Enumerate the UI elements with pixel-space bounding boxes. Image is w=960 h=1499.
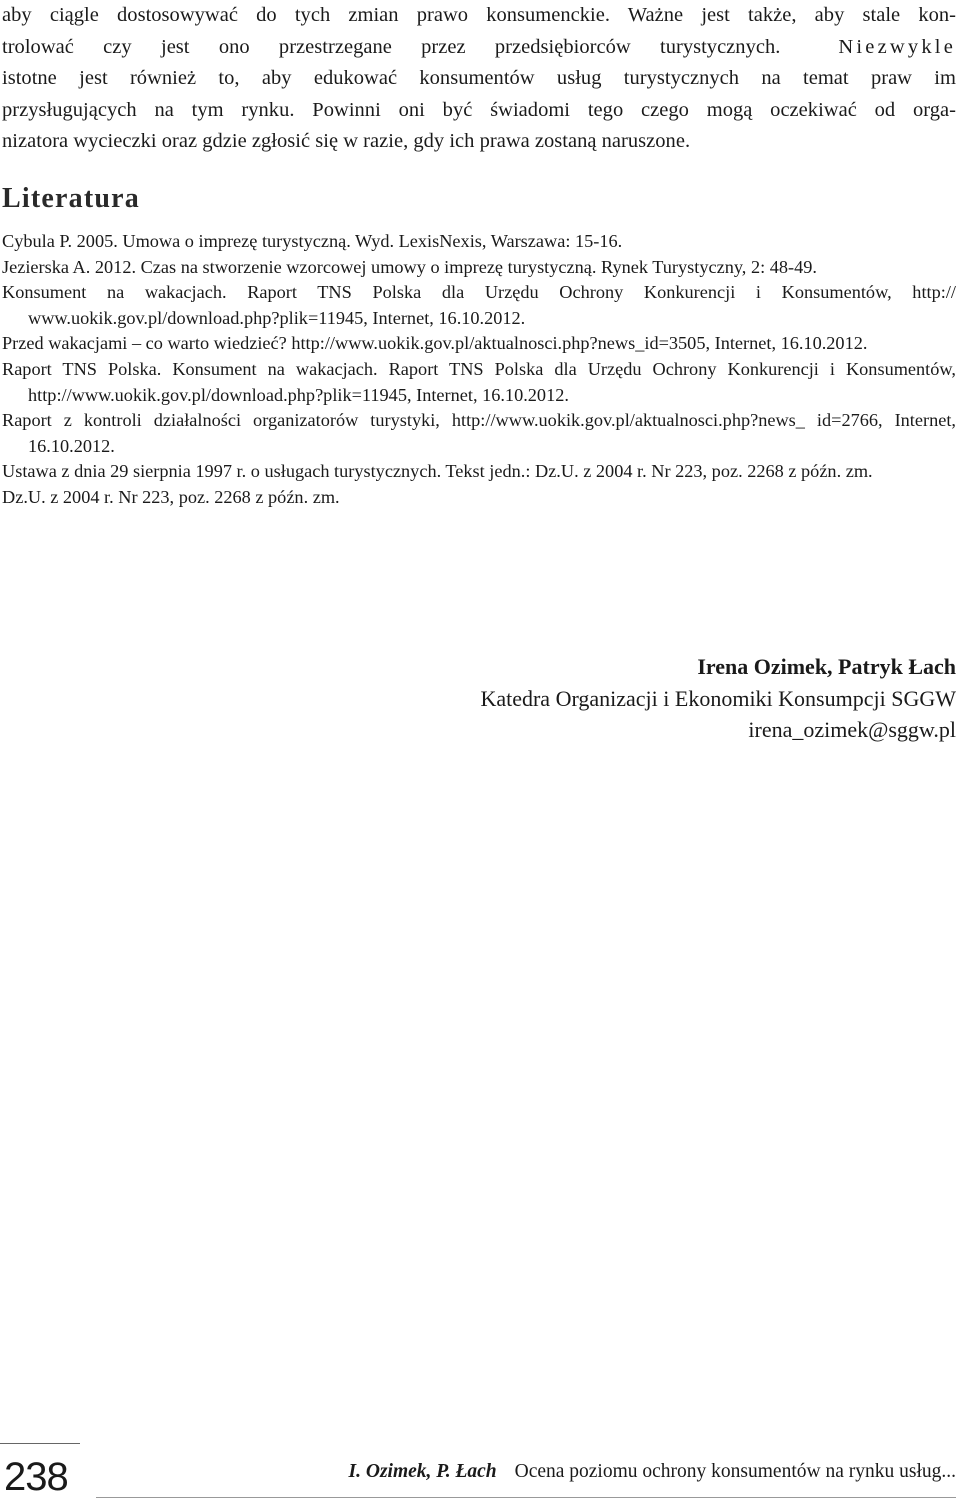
author-names: Irena Ozimek, Patryk Łach [697,654,956,679]
intro-line: nizatora wycieczki oraz gdzie zgłosić się w razie, gdy ich prawa zostaną naruszone. [2,130,691,153]
intro-paragraph [2,0,956,158]
page-number: 238 [4,1455,68,1499]
running-footer-authors: I. Ozimek, P. Łach [348,1461,497,1482]
author-block [480,651,956,746]
author-email: irena_ozimek@sggw.pl [748,717,956,742]
intro-line: przysługujących na tym rynku. Powinni oni być świadomi tego czego mogą oczekiwać od orga- [2,98,956,121]
running-footer-title: Ocena poziomu ochrony konsumentów na rynku usług... [514,1461,956,1482]
reference-item: Raport z kontroli działalności organizatorów turystyki, http://www.uokik.gov.pl/aktualnosci.php?news_ id=2766, Internet, 16.10.2012. [2,410,956,456]
footer-divider [0,1443,80,1444]
reference-item: Przed wakacjami – co warto wiedzieć? http://www.uokik.gov.pl/aktualnosci.php?news_id=3505, Internet, 16.10.2012. [2,333,868,354]
intro-line-spaced-word: Niezwykle [838,35,956,58]
reference-item: Ustawa z dnia 29 sierpnia 1997 r. o usługach turystycznych. Tekst jedn.: Dz.U. z 2004 r. Nr 223, poz. 2268 z późn. zm. [2,461,873,482]
intro-line: aby ciągle dostosowywać do tych zmian prawo konsumenckie. Ważne jest także, aby stale kon- [2,4,956,26]
intro-line [2,32,956,64]
intro-line: istotne jest również to, aby edukować konsumentów usług turystycznych na temat praw im [2,67,956,90]
author-affiliation: Katedra Organizacji i Ekonomiki Konsumpcji SGGW [480,685,956,711]
running-footer [349,1460,956,1484]
section-heading: Literatura [2,183,140,214]
reference-item: Cybula P. 2005. Umowa o imprezę turystyczną. Wyd. LexisNexis, Warszawa: 15-16. [2,231,623,251]
intro-line-text: trolować czy jest ono przestrzegane przez przedsiębiorców turystycznych. [2,35,781,58]
reference-item: Jezierska A. 2012. Czas na stworzenie wzorcowej umowy o imprezę turystyczną. Rynek Turystyczny, 2: 48-49. [2,256,817,277]
reference-item: Konsument na wakacjach. Raport TNS Polska dla Urzędu Ochrony Konkurencji i Konsumentów, http:// www.uokik.gov.pl/download.php?plik=11945, Internet, 16.10.2012. [2,282,956,328]
reference-item: Dz.U. z 2004 r. Nr 223, poz. 2268 z późn. zm. [2,486,340,507]
reference-list [2,229,956,511]
footer-divider [96,1497,956,1498]
reference-item: Raport TNS Polska. Konsument na wakacjach. Raport TNS Polska dla Urzędu Ochrony Konkurencji i Konsumentów, http://www.uokik.gov.pl/download.php?plik=11945, Internet, 16.10.2012. [2,358,956,405]
